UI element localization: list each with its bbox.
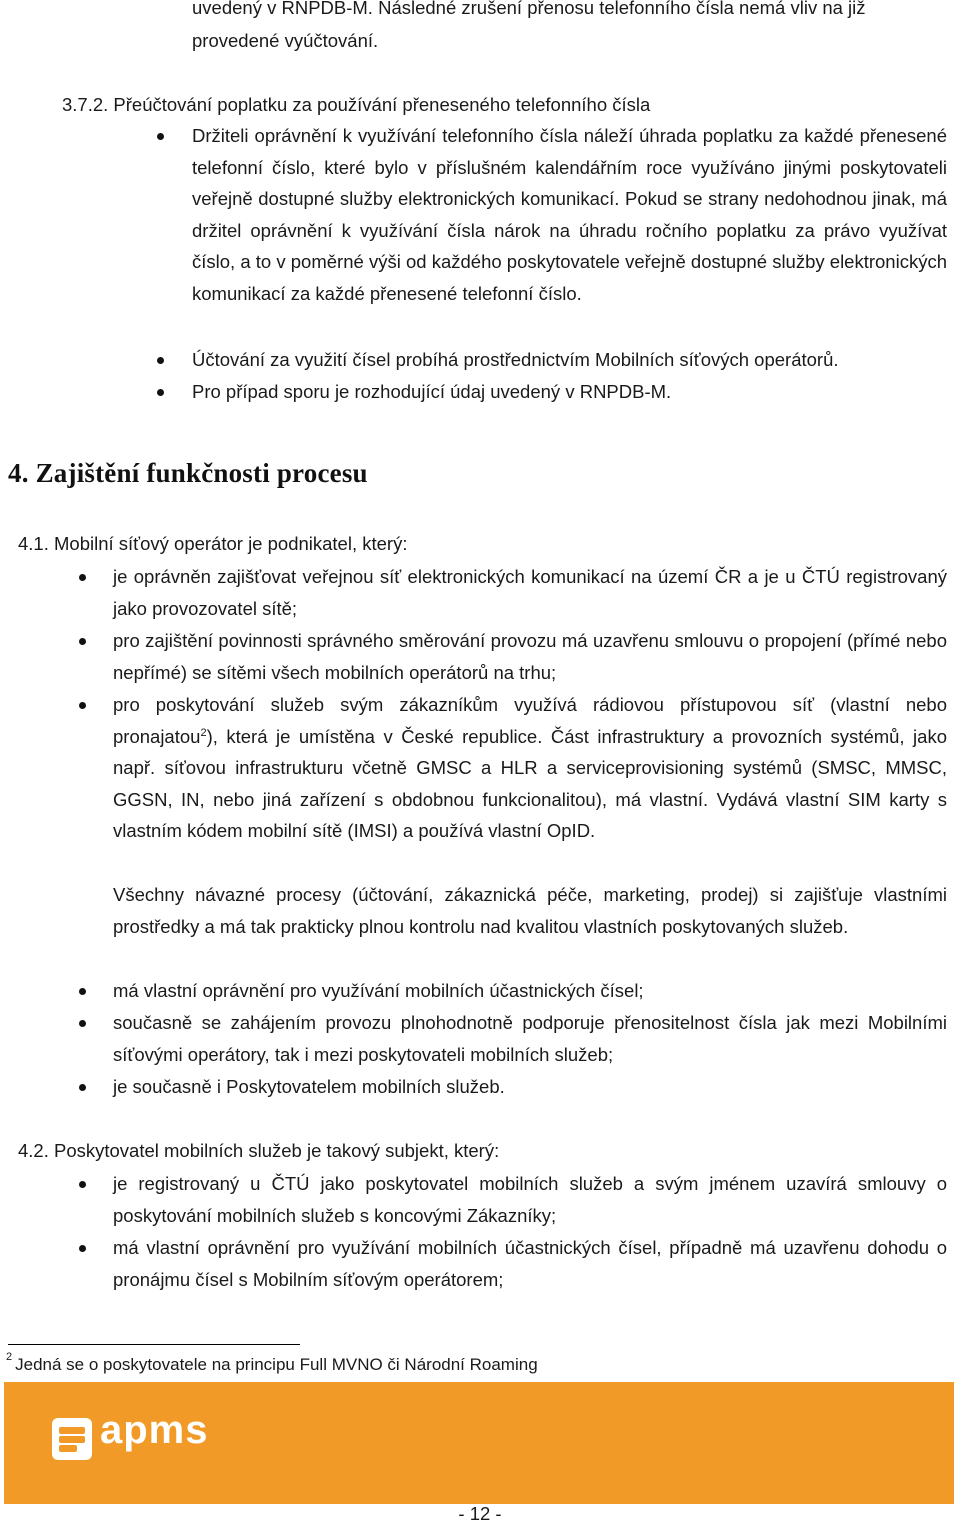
text-line: provedené vyúčtování. [192, 30, 379, 51]
paragraph: Všechny návazné procesy (účtování, zákaznická péče, marketing, prodej) si zajišťuje vlastními prostředky a má tak prakticky plnou kontrolu nad kvalitou vlastních poskytovaných služeb. [113, 884, 947, 937]
apms-logo-icon [52, 1418, 92, 1460]
paragraph: má vlastní oprávnění pro využívání mobilních účastnických čísel, případně má uzavřenu dohodu o pronájmu čísel s Mobilním síťovým operátorem; [113, 1237, 947, 1290]
brand-logo: apms [100, 1408, 209, 1452]
footnote-separator [8, 1344, 300, 1345]
section-heading-4-1: 4.1. Mobilní síťový operátor je podnikatel, který: [18, 533, 408, 554]
bullet-icon [79, 638, 86, 645]
bullet-icon [79, 574, 86, 581]
footnote: $^2$ Jedná se o poskytovatele na principu Full MVNO či Národní Roaming [6, 1351, 538, 1374]
bullet-icon [79, 1084, 86, 1091]
paragraph: pro zajištění povinnosti správného směrování provozu má uzavřenu smlouvu o propojení (přímé nebo nepřímé) se sítěmi všech mobilních operátorů na trhu; [113, 630, 947, 683]
bullet-icon [79, 1181, 86, 1188]
bullet-icon [79, 988, 86, 995]
text-line: uvedený v RNPDB-M. Následné zrušení přenosu telefonního čísla nemá vliv na již [192, 0, 866, 18]
bullet-icon [157, 133, 164, 140]
section-heading-3-7-2: 3.7.2. Přeúčtování poplatku za používání přeneseného telefonního čísla [62, 94, 651, 115]
paragraph: je oprávněn zajišťovat veřejnou síť elektronických komunikací na území ČR a je u ČTÚ registrovaný jako provozovatel sítě; [113, 566, 947, 619]
page-number: - 12 - [458, 1503, 502, 1524]
paragraph: Pro případ sporu je rozhodující údaj uvedený v RNPDB-M. [192, 381, 672, 402]
chapter-heading: 4. Zajištění funkčnosti procesu [8, 458, 368, 488]
section-heading-4-2: 4.2. Poskytovatel mobilních služeb je takový subjekt, který: [18, 1140, 500, 1161]
bullet-icon [79, 1020, 86, 1027]
footer-banner [4, 1382, 954, 1504]
paragraph: pro poskytování služeb svým zákazníkům využívá rádiovou přístupovou síť (vlastní nebo pronajatou$^2$), která je umístěna v České republice. Část infrastruktury a provozních systémů, jako např. síťovou infrastrukturu včetně GMSC a HLR a serviceprovisioning systémů (SMSC, MMSC, GGSN, IN, nebo jiná zařízení s obdobnou funkcionalitou), má vlastní. Vydává vlastní SIM karty s vlastním kódem mobilní sítě (IMSI) a používá vlastní OpID. [113, 694, 947, 841]
footnote-ref[interactable]: 2 [200, 726, 207, 739]
bullet-icon [157, 357, 164, 364]
bullet-icon [79, 1245, 86, 1252]
bullet-icon [79, 702, 86, 709]
bullet-icon [157, 389, 164, 396]
paragraph: má vlastní oprávnění pro využívání mobilních účastnických čísel; [113, 980, 644, 1001]
paragraph: je registrovaný u ČTÚ jako poskytovatel mobilních služeb a svým jménem uzavírá smlouvy o poskytování mobilních služeb s koncovými Zákazníky; [113, 1173, 947, 1226]
paragraph: Držiteli oprávnění k využívání telefonního čísla náleží úhrada poplatku za každé přenesené telefonní číslo, které bylo v příslušném kalendářním roce využíváno jinými poskytovateli veřejně dostupné služby elektronických komunikací. Pokud se strany nedohodnou jinak, má držitel oprávnění k využívání čísla nárok na úhradu ročního poplatku za právo využívat číslo, a to v poměrné výši od každého poskytovatele veřejně dostupné služby elektronických komunikací za každé přenesené telefonní číslo. [192, 125, 947, 304]
paragraph: současně se zahájením provozu plnohodnotně podporuje přenositelnost čísla jak mezi Mobilními síťovými operátory, tak i mezi poskytovateli mobilních služeb; [113, 1012, 947, 1065]
paragraph: Účtování za využití čísel probíhá prostřednictvím Mobilních síťových operátorů. [192, 349, 839, 370]
paragraph: je současně i Poskytovatelem mobilních služeb. [113, 1076, 505, 1097]
